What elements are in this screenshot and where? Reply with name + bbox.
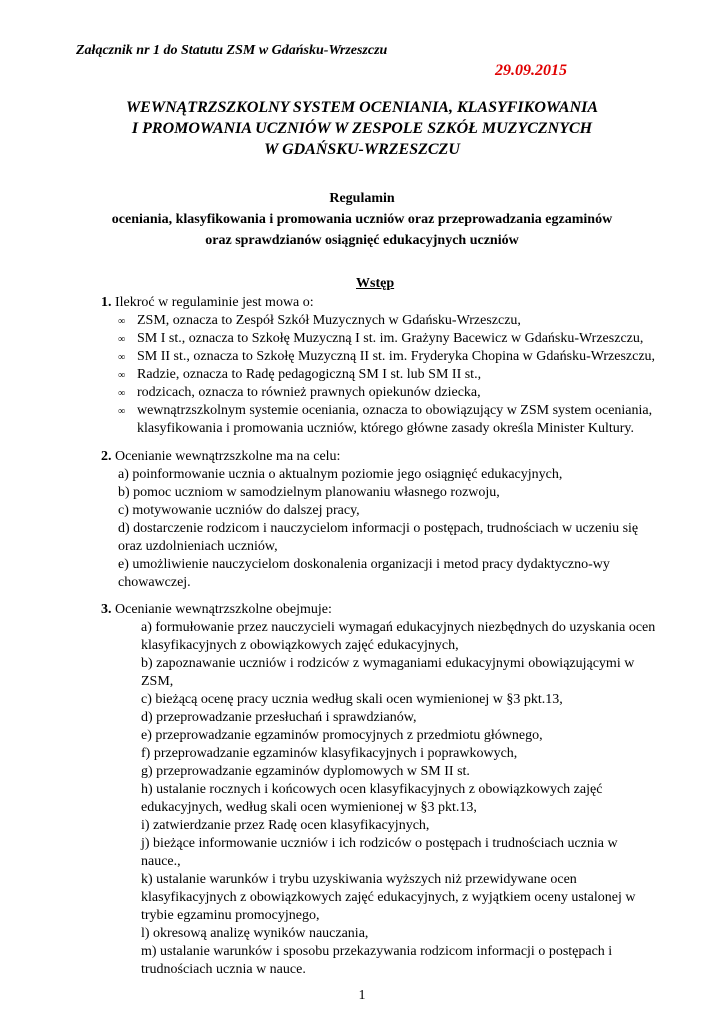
bullet-marker: ∞ xyxy=(118,334,126,345)
section-2-intro xyxy=(101,448,340,466)
list-item-continuation: klasyfikacyjnych z obowiązkowych zajęć edukacyjnych, z wyjątkiem oceny ustalonej w xyxy=(141,890,636,905)
attachment-header: Załącznik nr 1 do Statutu ZSM w Gdańsku-Wrzeszczu xyxy=(76,43,388,58)
section-2-number: 2. xyxy=(101,449,112,464)
list-item: e) przeprowadzanie egzaminów promocyjnych z przedmiotu głównego, xyxy=(141,728,543,743)
list-item: wewnątrzszkolnym systemie oceniania, oznacza to obowiązujący w ZSM system oceniania, xyxy=(137,403,653,418)
list-item: Radzie, oznacza to Radę pedagogiczną SM I st. lub SM II st., xyxy=(137,367,482,382)
list-item: l) okresową analizę wyników nauczania, xyxy=(141,926,369,941)
bullet-marker: ∞ xyxy=(118,370,126,381)
list-item: h) ustalanie rocznych i końcowych ocen klasyfikacyjnych z obowiązkowych zajęć xyxy=(141,782,603,797)
list-item-continuation: oraz uzdolnieniach uczniów, xyxy=(118,539,278,554)
list-item: j) bieżące informowanie uczniów i ich rodziców o postępach i trudnościach ucznia w xyxy=(141,836,618,851)
section-heading-wstep: Wstęp xyxy=(356,276,395,291)
bullet-marker: ∞ xyxy=(118,352,126,363)
title-line-1: WEWNĄTRZSZKOLNY SYSTEM OCENIANIA, KLASYFIKOWANIA xyxy=(125,99,599,116)
section-1-intro xyxy=(101,294,314,312)
list-item: f) przeprowadzanie egzaminów klasyfikacyjnych i poprawkowych, xyxy=(141,746,518,761)
regulamin-heading: Regulamin xyxy=(329,191,395,206)
list-item-continuation: klasyfikowania i promowania uczniów, którego główne zasady określa Minister Kultury. xyxy=(137,421,634,436)
section-2-intro-text: Ocenianie wewnątrzszkolne ma na celu: xyxy=(111,449,341,464)
list-item: ZSM, oznacza to Zespół Szkół Muzycznych w Gdańsku-Wrzeszczu, xyxy=(137,313,521,328)
regulamin-subtitle-line-1: oceniania, klasyfikowania i promowania uczniów oraz przeprowadzania egzaminów xyxy=(111,212,613,227)
list-item: k) ustalanie warunków i trybu uzyskiwania wyższych niż przewidywane ocen xyxy=(141,872,577,887)
bullet-marker: ∞ xyxy=(118,406,126,417)
section-1-intro-text: Ilekroć w regulaminie jest mowa o: xyxy=(111,295,314,310)
title-line-2: I PROMOWANIA UCZNIÓW W ZESPOLE SZKÓŁ MUZYCZNYCH xyxy=(131,120,593,137)
list-item: b) pomoc uczniom w samodzielnym planowaniu własnego rozwoju, xyxy=(118,485,500,500)
list-item-continuation: chowawczej. xyxy=(118,575,191,590)
list-item: e) umożliwienie nauczycielom doskonalenia organizacji i metod pracy dydaktyczno-wy xyxy=(118,557,610,572)
list-item: a) formułowanie przez nauczycieli wymagań edukacyjnych niezbędnych do uzyskania ocen xyxy=(141,620,656,635)
list-item: c) motywowanie uczniów do dalszej pracy, xyxy=(118,503,360,518)
bullet-marker: ∞ xyxy=(118,316,126,327)
list-item-continuation: edukacyjnych, według skali ocen wymienionej w §3 pkt.13, xyxy=(141,800,477,815)
list-item-continuation: klasyfikacyjnych z obowiązkowych zajęć edukacyjnych, xyxy=(141,638,459,653)
list-item: SM II st., oznacza to Szkołę Muzyczną II st. im. Fryderyka Chopina w Gdańsku-Wrzeszczu, xyxy=(137,349,656,364)
list-item: c) bieżącą ocenę pracy ucznia według skali ocen wymienionej w §3 pkt.13, xyxy=(141,692,563,707)
list-item-continuation: nauce., xyxy=(141,854,181,869)
list-item: a) poinformowanie ucznia o aktualnym poziomie jego osiągnięć edukacyjnych, xyxy=(118,467,563,482)
list-item: b) zapoznawanie uczniów i rodziców z wymaganiami edukacyjnymi obowiązującymi w xyxy=(141,656,635,671)
section-3-intro xyxy=(101,601,332,619)
section-3-number: 3. xyxy=(101,602,112,617)
page-number: 1 xyxy=(358,988,366,1003)
list-item-continuation: ZSM, xyxy=(141,674,174,689)
list-item: m) ustalanie warunków i sposobu przekazywania rodzicom informacji o postępach i xyxy=(141,944,613,959)
title-line-3: W GDAŃSKU-WRZESZCZU xyxy=(264,141,460,158)
document-date: 29.09.2015 xyxy=(495,62,567,79)
list-item: d) przeprowadzanie przesłuchań i sprawdzianów, xyxy=(141,710,417,725)
bullet-marker: ∞ xyxy=(118,388,126,399)
list-item: g) przeprowadzanie egzaminów dyplomowych w SM II st. xyxy=(141,764,470,779)
regulamin-subtitle-line-2: oraz sprawdzianów osiągnięć edukacyjnych uczniów xyxy=(205,233,519,248)
list-item: SM I st., oznacza to Szkołę Muzyczną I st. im. Grażyny Bacewicz w Gdańsku-Wrzeszczu, xyxy=(137,331,644,346)
list-item: i) zatwierdzanie przez Radę ocen klasyfikacyjnych, xyxy=(141,818,430,833)
section-3-intro-text: Ocenianie wewnątrzszkolne obejmuje: xyxy=(111,602,332,617)
list-item: rodzicach, oznacza to również prawnych opiekunów dziecka, xyxy=(137,385,481,400)
list-item: d) dostarczenie rodzicom i nauczycielom informacji o postępach, trudnościach w uczeniu się xyxy=(118,521,639,536)
list-item-continuation: trybie egzaminu promocyjnego, xyxy=(141,908,320,923)
list-item-continuation: trudnościach ucznia w nauce. xyxy=(141,962,306,977)
section-1-number: 1. xyxy=(101,295,112,310)
